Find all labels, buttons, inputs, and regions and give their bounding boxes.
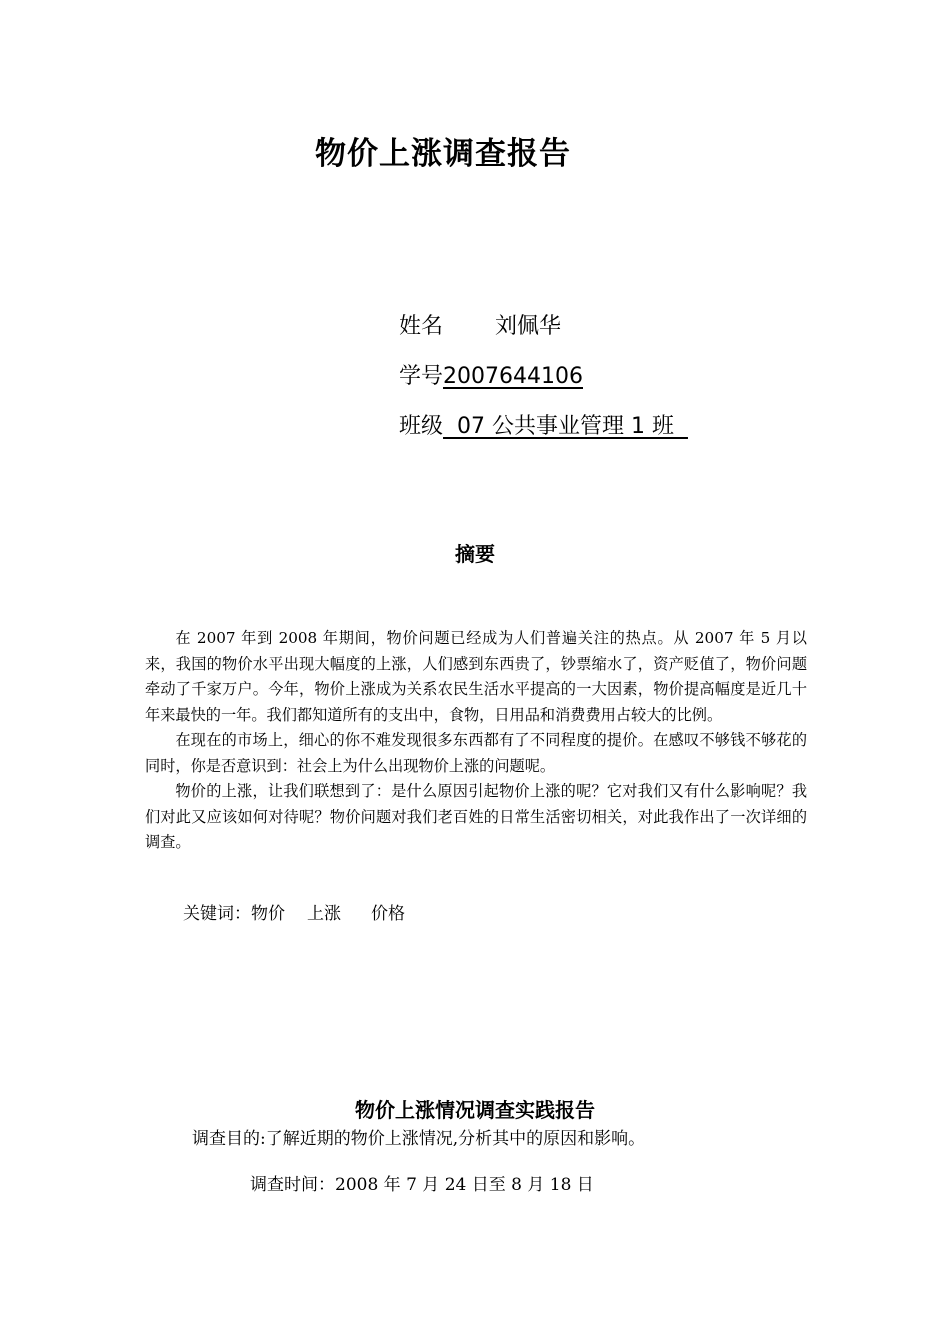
keyword-item: 上涨 xyxy=(307,904,341,924)
document-title: 物价上涨调查报告 xyxy=(315,136,571,172)
student-id-line xyxy=(399,359,583,390)
abstract-body xyxy=(145,626,807,856)
author-name-line xyxy=(399,309,561,340)
student-id-value: 2007644106 xyxy=(443,364,583,389)
keyword-item: 物价 xyxy=(251,904,285,924)
class-line xyxy=(399,409,688,440)
abstract-paragraph: 在 2007 年到 2008 年期间，物价问题已经成为人们普遍关注的热点。从 2007 年 5 月以来，我国的物价水平出现大幅度的上涨，人们感到东西贵了，钞票缩水了，资产贬值了，物价问题牵动了千家万户。今年，物价上涨成为关系农民生活水平提高的一大因素，物价提高幅度是近几十年来最快的一年。我们都知道所有的支出中，食物，日用品和消费费用占较大的比例。 xyxy=(145,629,807,724)
section-title: 物价上涨情况调查实践报告 xyxy=(355,1098,595,1122)
class-value: 07 公共事业管理 1 班 xyxy=(443,414,688,439)
keywords-label: 关键词： xyxy=(183,904,251,924)
abstract-paragraph: 物价的上涨，让我们联想到了：是什么原因引起物价上涨的呢？它对我们又有什么影响呢？我们对此又应该如何对待呢？物价问题对我们老百姓的日常生活密切相关，对此我作出了一次详细的调查。 xyxy=(145,782,807,851)
student-id-label: 学号 xyxy=(399,364,444,389)
keywords-line xyxy=(183,899,405,924)
abstract-heading: 摘要 xyxy=(455,542,495,566)
class-label: 班级 xyxy=(399,414,444,439)
keyword-item: 价格 xyxy=(371,904,405,924)
abstract-paragraph: 在现在的市场上，细心的你不难发现很多东西都有了不同程度的提价。在感叹不够钱不够花的同时，你是否意识到：社会上为什么出现物价上涨的问题呢。 xyxy=(145,731,807,775)
survey-time: 调查时间：2008 年 7 月 24 日至 8 月 18 日 xyxy=(250,1175,594,1195)
name-label: 姓名 xyxy=(399,314,444,339)
name-value: 刘佩华 xyxy=(495,314,562,339)
survey-purpose: 调查目的:了解近期的物价上涨情况,分析其中的原因和影响。 xyxy=(192,1129,646,1149)
